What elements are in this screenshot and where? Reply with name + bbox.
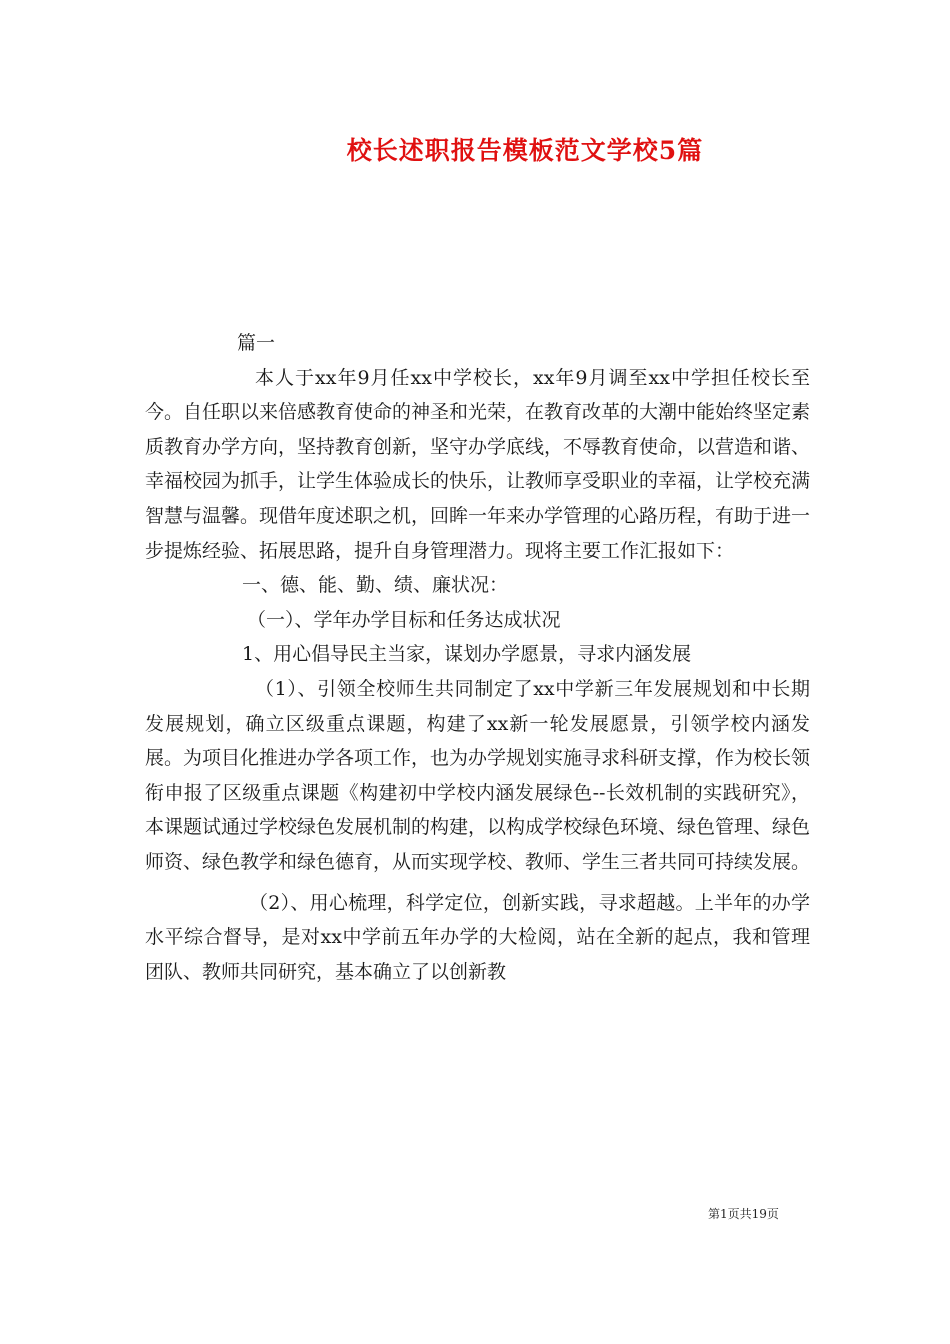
paragraph-item-2: （2）、用心梳理，科学定位，创新实践，寻求超越。上半年的办学水平综合督导，是对xx中学前五年办学的大检阅，站在全新的起点，我和管理团队、教师共同研究，基本确立了以创新教	[145, 891, 810, 983]
paragraph-intro: 本人于xx年9月任xx中学校长，xx年9月调至xx中学担任校长至今。自任职以来倍感教育使命的神圣和光荣，在教育改革的大潮中能始终坚定素质教育办学方向，坚持教育创新，坚守办学底线，不辱教育使命，以营造和谐、幸福校园为抓手，让学生体验成长的快乐，让教师享受职业的幸福，让学校充满智慧与温馨。现借年度述职之机，回眸一年来办学管理的心路历程，有助于进一步提炼经验、拓展思路，提升自身管理潜力。现将主要工作汇报如下：	[145, 366, 811, 562]
document-title: 校长述职报告模板范文学校5篇	[346, 136, 704, 165]
heading-level-2: （一）、学年办学目标和任务达成状况	[247, 608, 561, 631]
page-number-footer: 第1页共19页	[708, 1207, 779, 1221]
heading-level-1: 一、德、能、勤、绩、廉状况：	[242, 574, 509, 597]
heading-level-3: 1、用心倡导民主当家，谋划办学愿景，寻求内涵发展	[242, 643, 692, 666]
document-body	[145, 326, 810, 989]
section-label: 篇一	[237, 332, 276, 354]
paragraph-item-1: （1）、引领全校师生共同制定了xx中学新三年发展规划和中长期发展规划，确立区级重点课题，构建了xx新一轮发展愿景，引领学校内涵发展。为项目化推进办学各项工作，也为办学规划实施寻求科研支撑，作为校长领衔申报了区级重点课题《构建初中学校内涵发展绿色--长效机制的实践研究》，本课题试通过学校绿色发展机制的构建，以构成学校绿色环境、绿色管理、绿色师资、绿色教学和绿色德育，从而实现学校、教师、学生三者共同可持续发展。	[145, 677, 811, 873]
